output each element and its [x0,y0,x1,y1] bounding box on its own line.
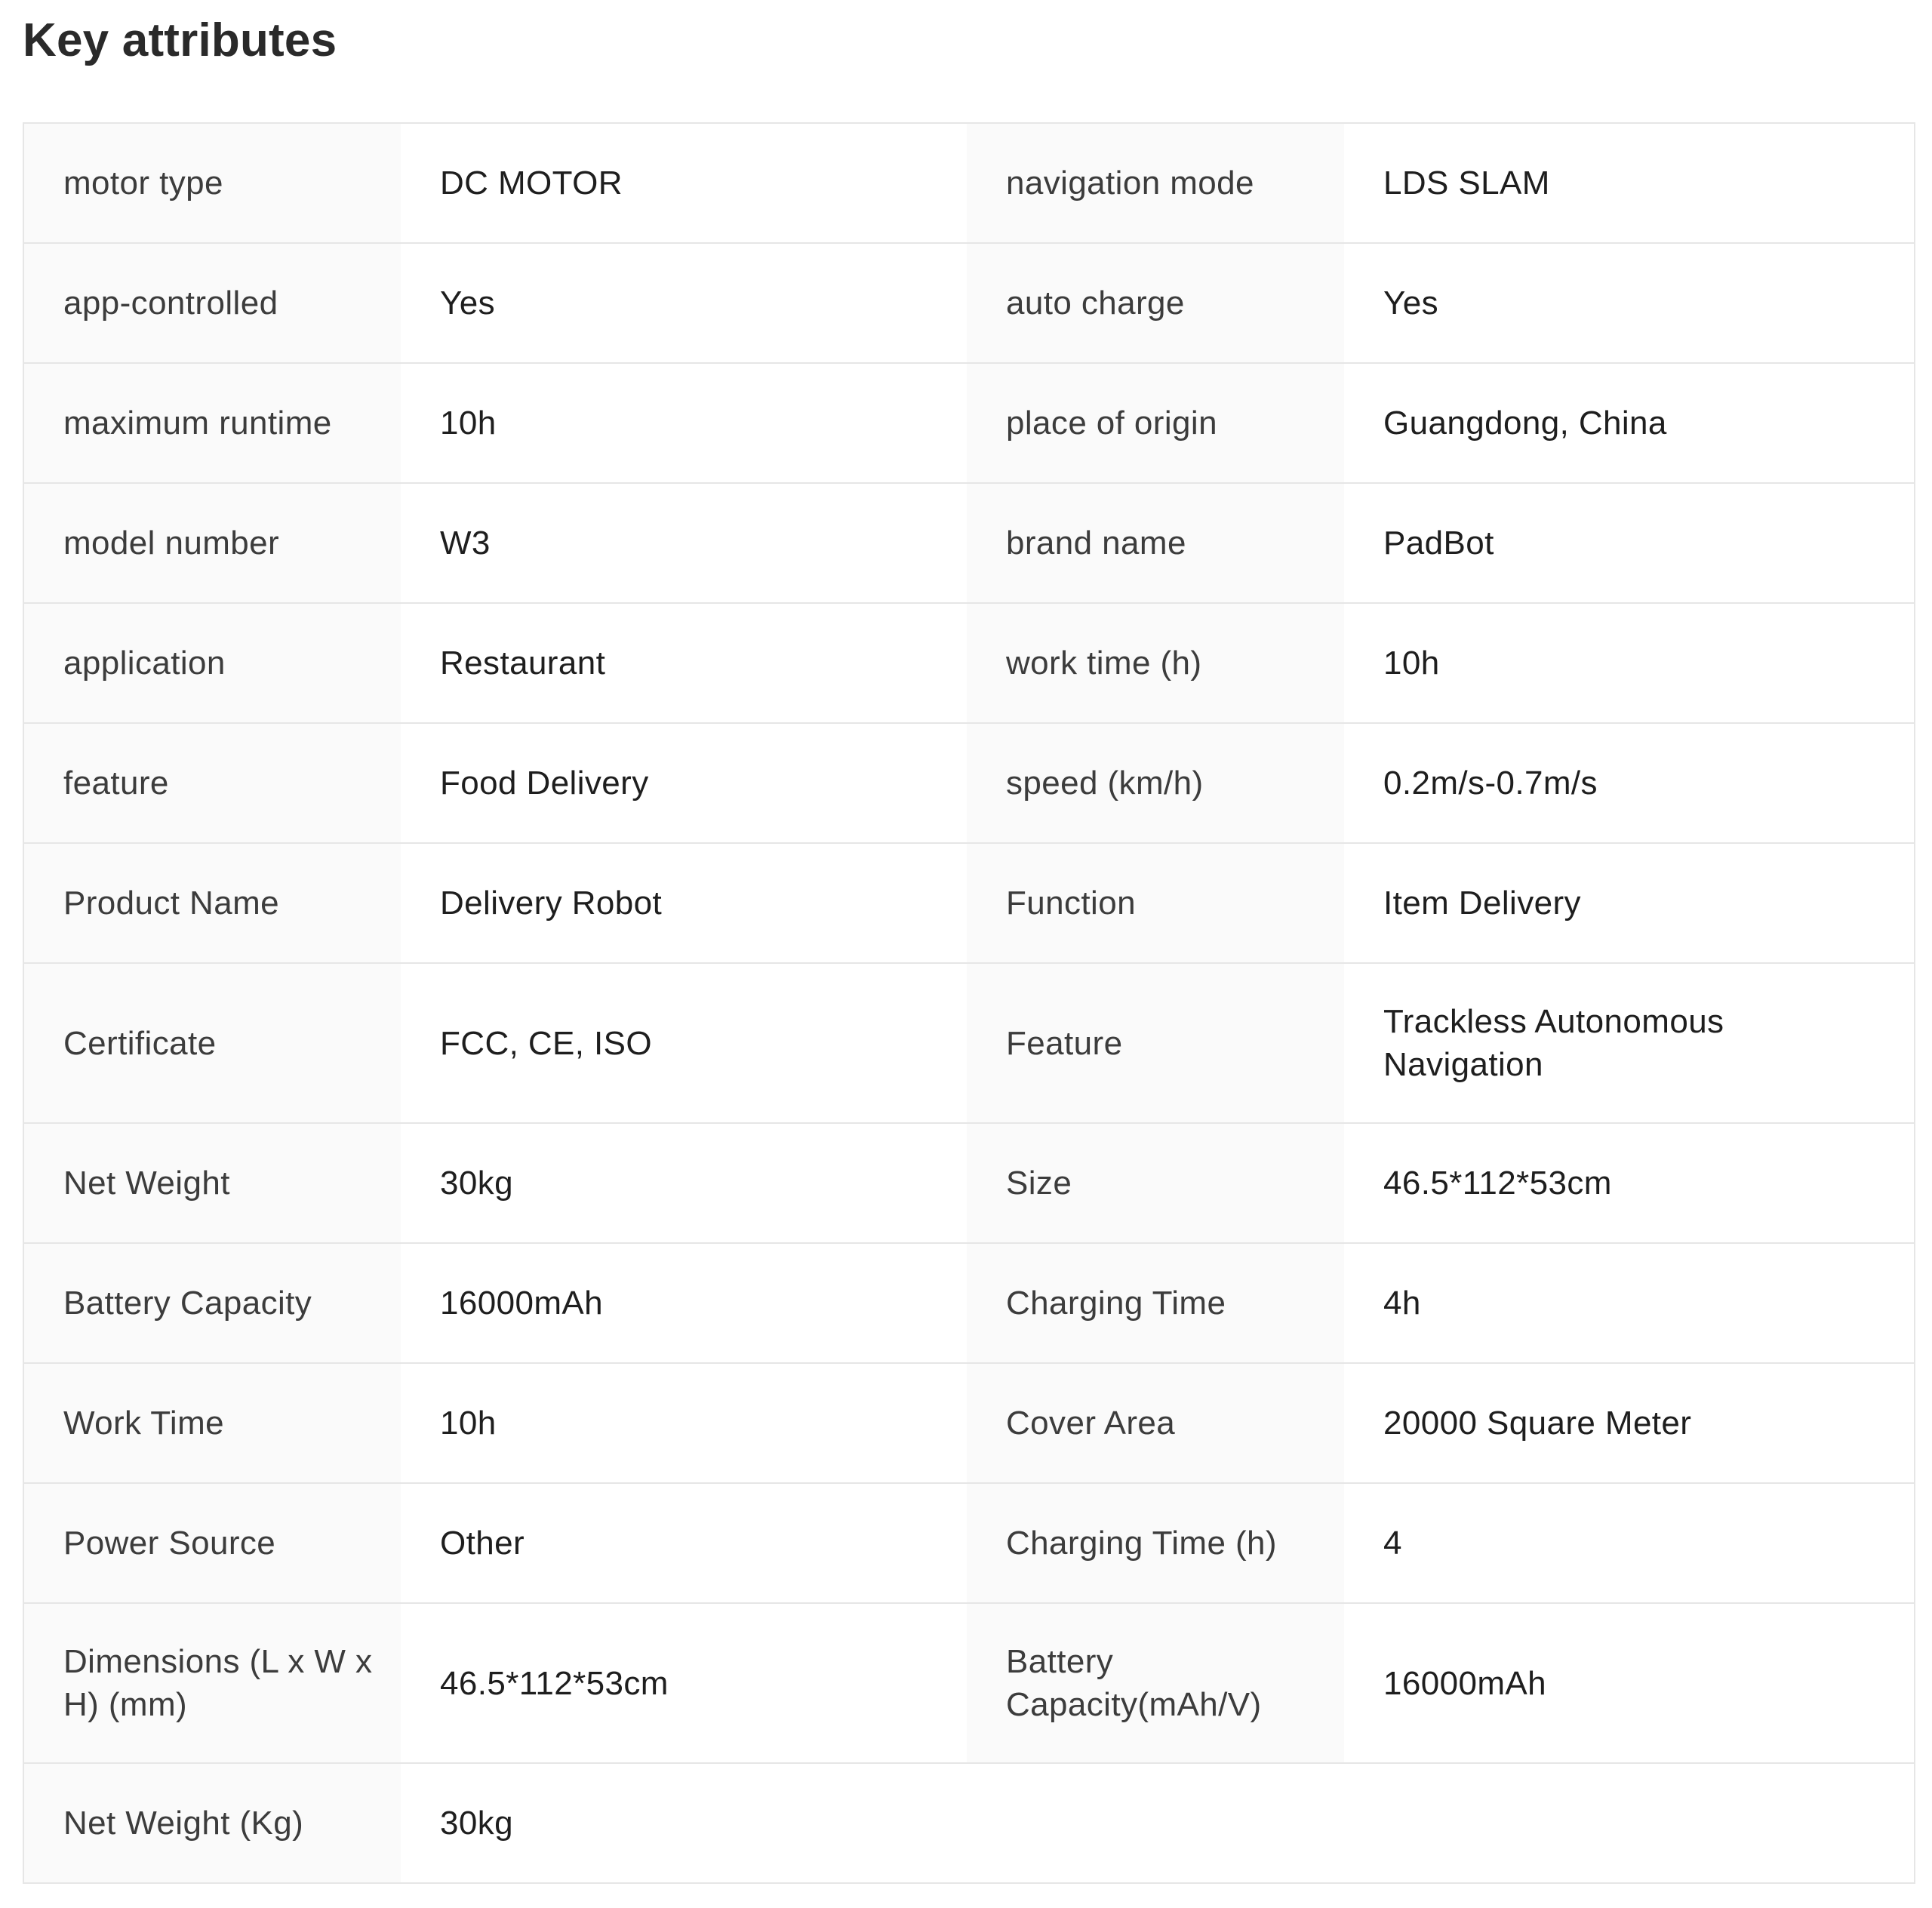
attribute-value: 20000 Square Meter [1344,1363,1915,1483]
attribute-name: Work Time [23,1363,401,1483]
attribute-value: 10h [401,1363,967,1483]
attribute-row [23,483,1915,603]
attribute-value: Delivery Robot [401,843,967,963]
attribute-name: application [23,603,401,723]
attribute-value: 46.5*112*53cm [1344,1123,1915,1243]
empty-cell [1344,1763,1915,1883]
attribute-name: place of origin [967,363,1344,483]
attribute-value: 30kg [401,1763,967,1883]
attribute-name: Charging Time (h) [967,1483,1344,1603]
attribute-value: PadBot [1344,483,1915,603]
attribute-value: DC MOTOR [401,123,967,243]
attribute-value: W3 [401,483,967,603]
attribute-value: Yes [1344,243,1915,363]
attribute-row [23,243,1915,363]
attribute-row [23,1123,1915,1243]
attribute-name: feature [23,723,401,843]
attribute-row [23,1763,1915,1883]
empty-cell [967,1763,1344,1883]
attribute-name: Size [967,1123,1344,1243]
attribute-row [23,363,1915,483]
attribute-name: Dimensions (L x W x H) (mm) [23,1603,401,1763]
attribute-name: Feature [967,963,1344,1123]
attribute-name: motor type [23,123,401,243]
attribute-row [23,963,1915,1123]
attribute-name: Net Weight (Kg) [23,1763,401,1883]
attribute-value: Guangdong, China [1344,363,1915,483]
attribute-name: model number [23,483,401,603]
attribute-value: Other [401,1483,967,1603]
attribute-value: Food Delivery [401,723,967,843]
attribute-name: Charging Time [967,1243,1344,1363]
attribute-name: brand name [967,483,1344,603]
attribute-value: FCC, CE, ISO [401,963,967,1123]
attribute-name: navigation mode [967,123,1344,243]
attribute-name: Battery Capacity [23,1243,401,1363]
attribute-name: Product Name [23,843,401,963]
attribute-value: Yes [401,243,967,363]
attribute-name: maximum runtime [23,363,401,483]
attribute-value: 16000mAh [1344,1603,1915,1763]
attribute-name: Cover Area [967,1363,1344,1483]
key-attributes-table [23,122,1915,1884]
attribute-row [23,1243,1915,1363]
attribute-row [23,723,1915,843]
attribute-value: LDS SLAM [1344,123,1915,243]
attribute-row [23,843,1915,963]
attribute-value: 4h [1344,1243,1915,1363]
attribute-name: app-controlled [23,243,401,363]
attribute-row [23,1483,1915,1603]
attribute-name: auto charge [967,243,1344,363]
attribute-row [23,123,1915,243]
attribute-value: 4 [1344,1483,1915,1603]
attribute-value: 10h [401,363,967,483]
attribute-value: Item Delivery [1344,843,1915,963]
attribute-name: Certificate [23,963,401,1123]
attribute-value: 46.5*112*53cm [401,1603,967,1763]
attribute-value: 10h [1344,603,1915,723]
attribute-value: Restaurant [401,603,967,723]
attribute-value: 30kg [401,1123,967,1243]
attribute-value: Trackless Autonomous Navigation [1344,963,1915,1123]
attribute-value: 0.2m/s-0.7m/s [1344,723,1915,843]
attribute-name: Function [967,843,1344,963]
attribute-name: speed (km/h) [967,723,1344,843]
attribute-name: Battery Capacity(mAh/V) [967,1603,1344,1763]
attribute-row [23,603,1915,723]
attribute-row [23,1363,1915,1483]
attribute-name: Net Weight [23,1123,401,1243]
attribute-value: 16000mAh [401,1243,967,1363]
attribute-name: work time (h) [967,603,1344,723]
attribute-name: Power Source [23,1483,401,1603]
section-title: Key attributes [23,14,337,66]
attribute-row [23,1603,1915,1763]
